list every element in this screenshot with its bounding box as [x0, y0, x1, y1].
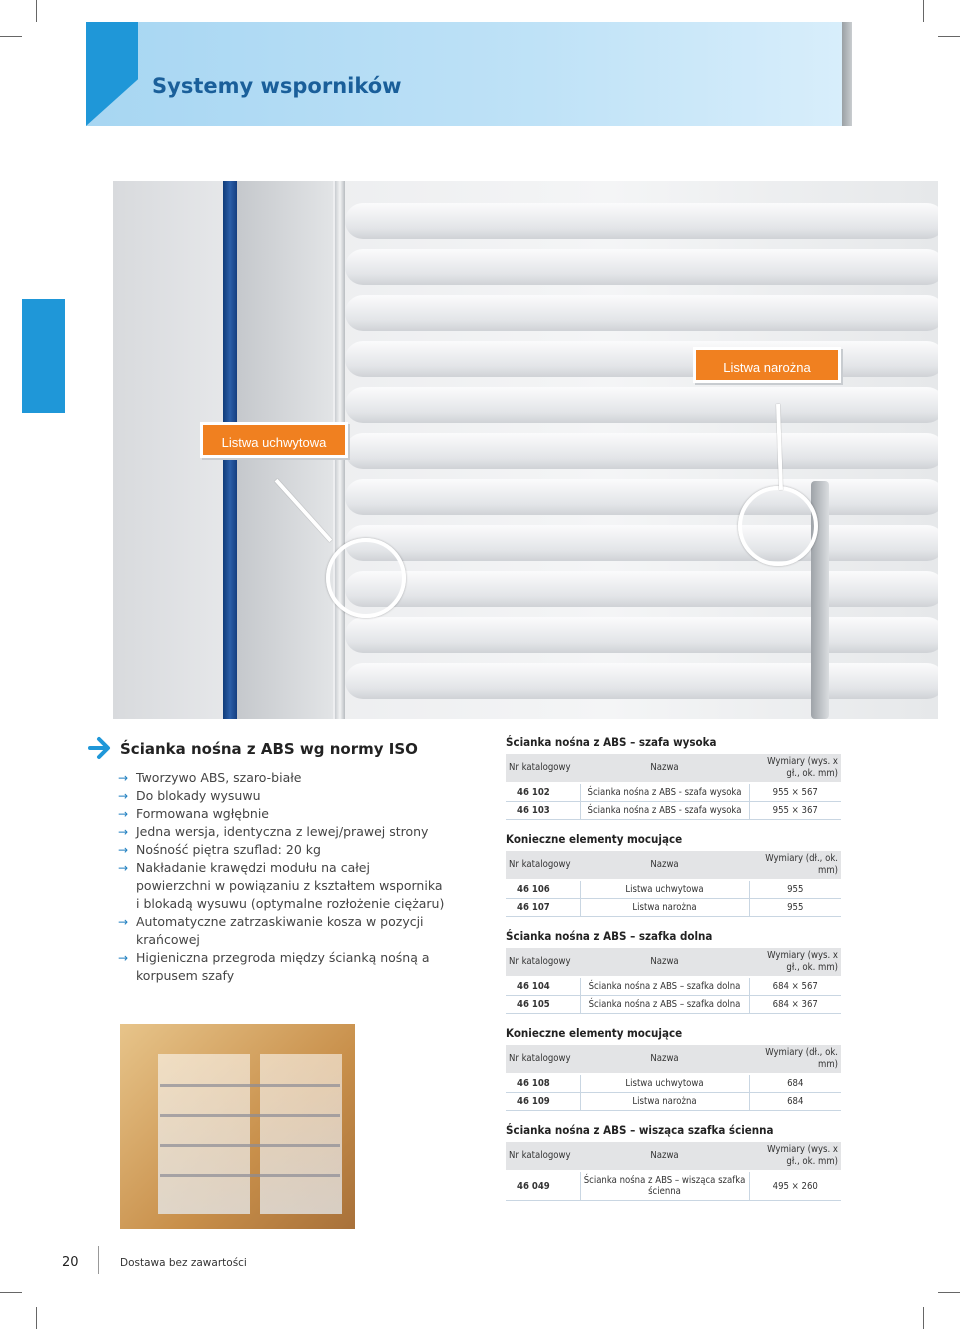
crop-mark: [938, 1292, 960, 1293]
crop-mark: [923, 0, 924, 22]
callout-handle-strip: Listwa uchwytowa: [200, 422, 348, 458]
table-title: Ścianka nośna z ABS – szafa wysoka: [506, 735, 717, 749]
cell-name: Listwa narożna: [580, 1093, 749, 1111]
section-arrow-icon: [87, 735, 113, 761]
col-header: Nr katalogowy: [506, 1142, 580, 1171]
page-number: 20: [62, 1255, 79, 1270]
table-row: [506, 880, 841, 899]
feature-item: → Higieniczna przegroda między ścianką nośną a korpusem szafy: [118, 949, 448, 985]
crop-mark: [36, 0, 37, 22]
detail-circle: [738, 486, 818, 566]
feature-list: [118, 769, 448, 985]
cell-code: 46 103: [506, 802, 580, 820]
cell-code: 46 049: [506, 1171, 580, 1201]
spec-table: [506, 851, 841, 917]
table-row: [506, 783, 841, 802]
col-header: Nazwa: [580, 1045, 749, 1074]
cell-code: 46 109: [506, 1093, 580, 1111]
col-header: Wymiary (wys. x gł., ok. mm): [749, 948, 841, 977]
table-row: [506, 1171, 841, 1201]
cell-name: Ścianka nośna z ABS – szafka dolna: [580, 996, 749, 1014]
detail-circle: [326, 538, 406, 618]
cell-dimensions: 684: [749, 1074, 841, 1093]
crop-mark: [0, 1292, 22, 1293]
table-title: Konieczne elementy mocujące: [506, 1026, 683, 1040]
cell-code: 46 105: [506, 996, 580, 1014]
table-row: [506, 1074, 841, 1093]
table-row: [506, 996, 841, 1014]
cell-name: Ścianka nośna z ABS - szafa wysoka: [580, 783, 749, 802]
table-row: [506, 802, 841, 820]
cell-code: 46 104: [506, 977, 580, 996]
feature-item: → Nakładanie krawędzi modułu na całej powierzchni w powiązaniu z kształtem wspornika i blokadą wysuwu (optymalne rozłożenie ciężaru): [118, 859, 448, 913]
table-title: Ścianka nośna z ABS – wisząca szafka ścienna: [506, 1123, 774, 1137]
table-row: [506, 1093, 841, 1111]
product-title: Ścianka nośna z ABS wg normy ISO: [120, 740, 418, 758]
cell-name: Listwa uchwytowa: [580, 1074, 749, 1093]
col-header: Nazwa: [580, 851, 749, 880]
footer-divider: [98, 1246, 99, 1274]
cell-dimensions: 955 × 567: [749, 783, 841, 802]
table-title: Konieczne elementy mocujące: [506, 832, 683, 846]
cell-dimensions: 955: [749, 899, 841, 917]
col-header: Nr katalogowy: [506, 754, 580, 783]
col-header: Nazwa: [580, 1142, 749, 1171]
col-header: Nr katalogowy: [506, 948, 580, 977]
cell-name: Ścianka nośna z ABS – szafka dolna: [580, 977, 749, 996]
cell-code: 46 106: [506, 880, 580, 899]
feature-item: → Tworzywo ABS, szaro-białe: [118, 769, 448, 787]
cell-dimensions: 684 × 567: [749, 977, 841, 996]
spec-table: [506, 1045, 841, 1111]
col-header: Nr katalogowy: [506, 1045, 580, 1074]
page-title: Systemy wsporników: [152, 74, 402, 98]
cell-name: Listwa narożna: [580, 899, 749, 917]
col-header: Wymiary (wys. x gł., ok. mm): [749, 754, 841, 783]
table-title: Ścianka nośna z ABS – szafka dolna: [506, 929, 713, 943]
callout-corner-strip: Listwa narożna: [693, 347, 841, 383]
cell-name: Ścianka nośna z ABS - szafa wysoka: [580, 802, 749, 820]
feature-item: → Jedna wersja, identyczna z lewej/prawej strony: [118, 823, 448, 841]
cabinet-photo: [120, 1024, 355, 1229]
table-row: [506, 977, 841, 996]
cell-code: 46 102: [506, 783, 580, 802]
cell-dimensions: 955 × 367: [749, 802, 841, 820]
footer-note: Dostawa bez zawartości: [120, 1257, 247, 1269]
cell-code: 46 108: [506, 1074, 580, 1093]
spec-table: [506, 1142, 841, 1201]
feature-item: → Nośność piętra szuflad: 20 kg: [118, 841, 448, 859]
feature-item: → Do blokady wysuwu: [118, 787, 448, 805]
cell-dimensions: 955: [749, 880, 841, 899]
col-header: Nr katalogowy: [506, 851, 580, 880]
cell-dimensions: 495 × 260: [749, 1171, 841, 1201]
cell-name: Listwa uchwytowa: [580, 880, 749, 899]
crop-mark: [923, 1307, 924, 1329]
crop-mark: [938, 36, 960, 37]
feature-item: → Formowana wgłębnie: [118, 805, 448, 823]
spec-table: [506, 754, 841, 820]
feature-item: → Automatyczne zatrzaskiwanie kosza w pozycji krańcowej: [118, 913, 448, 949]
spec-table: [506, 948, 841, 1014]
col-header: Nazwa: [580, 948, 749, 977]
spec-tables: [506, 735, 841, 1213]
cell-dimensions: 684 × 367: [749, 996, 841, 1014]
cell-code: 46 107: [506, 899, 580, 917]
col-header: Wymiary (wys. x gł., ok. mm): [749, 1142, 841, 1171]
crop-mark: [36, 1307, 37, 1329]
crop-mark: [0, 36, 22, 37]
col-header: Nazwa: [580, 754, 749, 783]
cell-dimensions: 684: [749, 1093, 841, 1111]
cell-name: Ścianka nośna z ABS – wisząca szafka ścienna: [580, 1171, 749, 1201]
col-header: Wymiary (dł., ok. mm): [749, 1045, 841, 1074]
table-row: [506, 899, 841, 917]
col-header: Wymiary (dł., ok. mm): [749, 851, 841, 880]
side-marker: [22, 299, 65, 413]
